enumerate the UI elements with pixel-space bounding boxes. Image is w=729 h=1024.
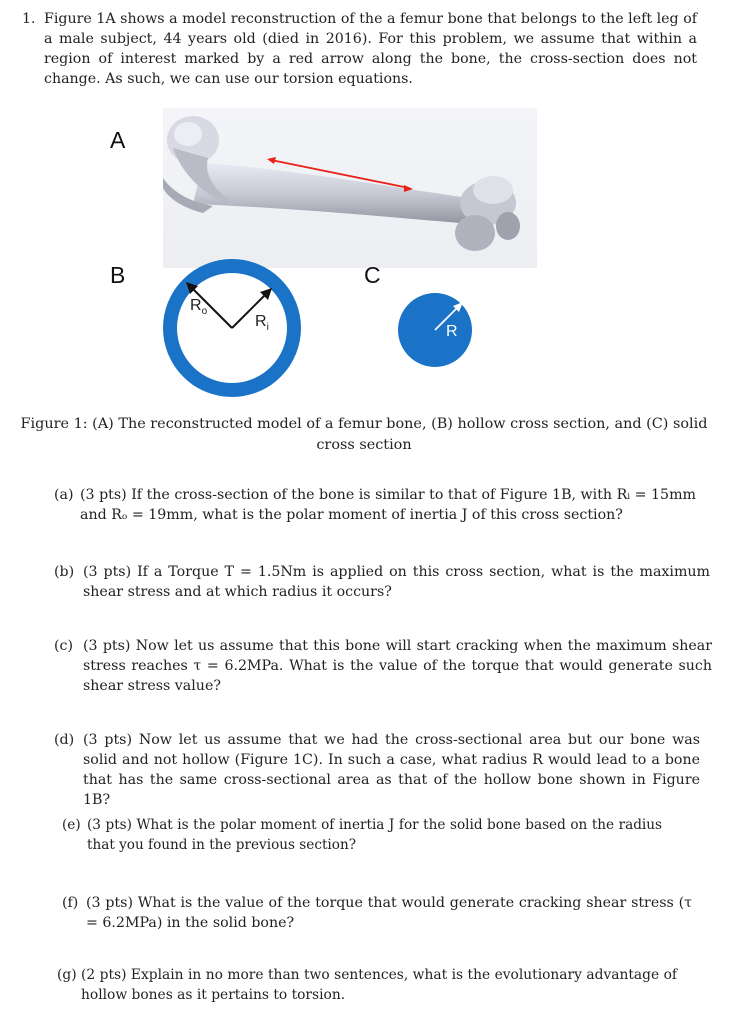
- question-a: [54, 485, 696, 525]
- outer-radius-label: $R_o$: [190, 297, 208, 318]
- question-text: (3 pts) What is the value of the torque that would generate cracking shear stress (τ = 6.2MPa) in the solid bone?: [86, 895, 692, 931]
- figure-caption-line2: cross section: [316, 437, 412, 453]
- question-text: (2 pts) Explain in no more than two sentences, what is the evolutionary advantage of hollow bones as it pertains to torsion.: [81, 967, 677, 1003]
- figure-caption-line1: Figure 1: (A) The reconstructed model of a femur bone, (B) hollow cross section, and (C) solid: [20, 416, 708, 432]
- question-label: (f): [62, 895, 79, 911]
- figure-label-b: B: [110, 262, 126, 288]
- question-label: (b): [54, 564, 75, 580]
- question-label: (a): [54, 487, 74, 503]
- problem-intro-text: Figure 1A shows a model reconstruction of the a femur bone that belongs to the left leg of a male subject, 44 years old (died in 2016). For this problem, we assume that within a region of interest marked by a red arrow along the bone, the cross-section does not change. As such, we can use our torsion equations.: [44, 11, 697, 87]
- figure-label-c: C: [364, 262, 381, 288]
- figure-caption: [14, 414, 714, 456]
- solid-cross-section: [397, 292, 473, 368]
- question-f: [62, 893, 692, 933]
- question-label: (d): [54, 732, 75, 748]
- question-b: [54, 562, 710, 602]
- question-text: (3 pts) Now let us assume that we had the cross-sectional area but our bone was solid and not hollow (Figure 1C). In such a case, what radius R would lead to a bone that has the same cross-sectional area as that of the hollow bone shown in Figure 1B?: [83, 732, 700, 808]
- question-c: [54, 636, 712, 696]
- question-d: [54, 730, 700, 810]
- question-label: (g): [57, 967, 77, 983]
- figure-label-a: A: [110, 127, 126, 153]
- femur-bone-image: [163, 108, 537, 268]
- inner-radius-label: $R_i$: [255, 313, 269, 334]
- question-text: (3 pts) If a Torque T = 1.5Nm is applied on this cross section, what is the maximum shear stress and at which radius it occurs?: [83, 564, 710, 600]
- question-text: (3 pts) If the cross-section of the bone is similar to that of Figure 1B, with Rᵢ = 15mm and Rₒ = 19mm, what is the polar moment of inertia J of this cross section?: [80, 487, 696, 523]
- question-e: [62, 815, 662, 855]
- problem-intro: [22, 9, 697, 89]
- hollow-cross-section: [160, 256, 304, 400]
- question-text: (3 pts) Now let us assume that this bone will start cracking when the maximum shear stress reaches τ = 6.2MPa. What is the value of the torque that would generate such shear stress value?: [83, 638, 712, 694]
- question-label: (c): [54, 638, 74, 654]
- question-g: [57, 965, 677, 1005]
- question-label: (e): [62, 817, 81, 833]
- question-text: (3 pts) What is the polar moment of inertia J for the solid bone based on the radius that you found in the previous section?: [87, 817, 662, 853]
- solid-radius-label: R: [446, 323, 458, 340]
- problem-number: 1.: [22, 11, 36, 27]
